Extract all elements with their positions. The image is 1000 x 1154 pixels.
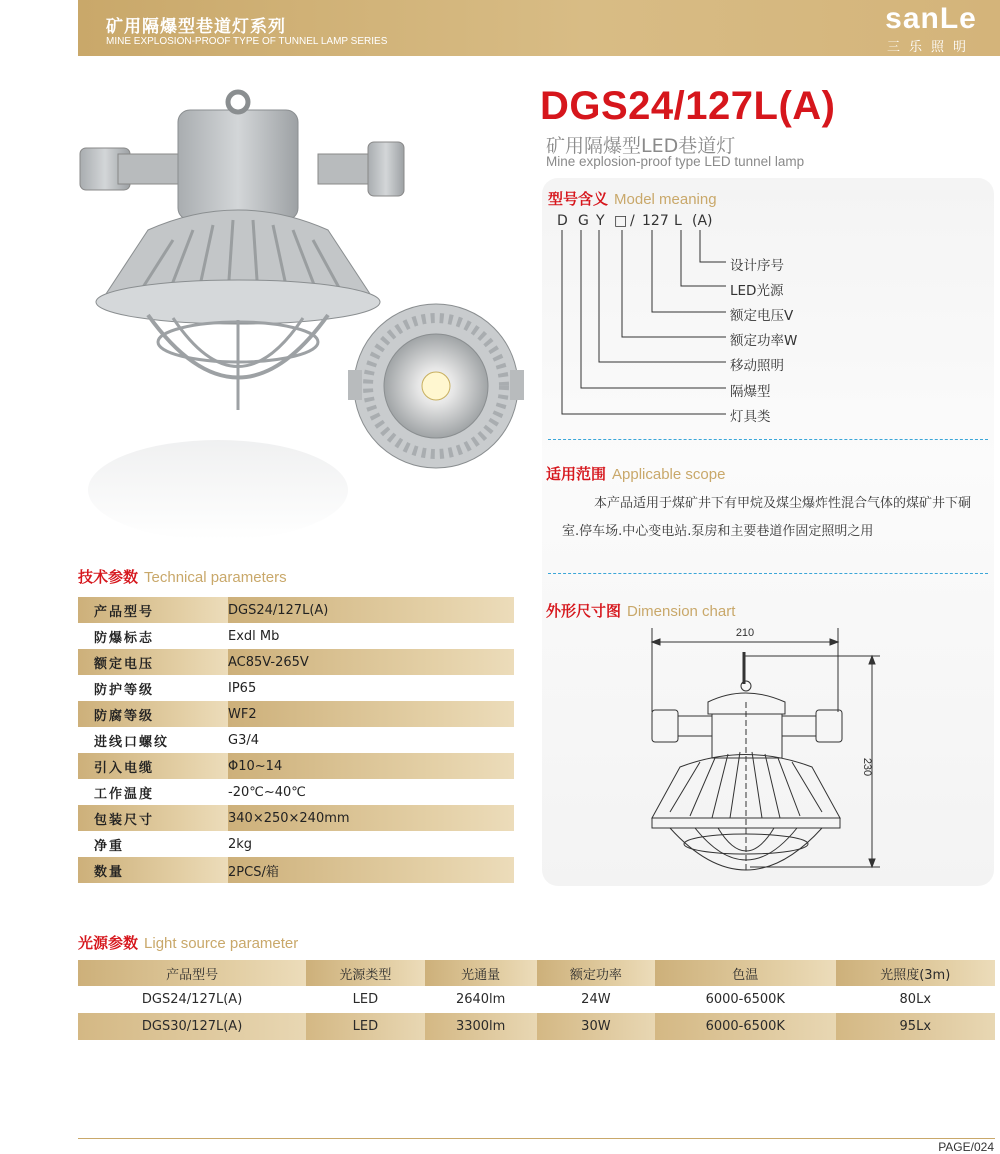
param-key: 产品型号 xyxy=(78,597,228,623)
param-key: 引入电缆 xyxy=(78,753,228,779)
light-source-table xyxy=(78,960,995,1040)
column-header: 色温 xyxy=(655,960,836,986)
param-value: 340×250×240mm xyxy=(228,805,514,831)
table-row xyxy=(78,753,514,779)
param-value: Φ10~14 xyxy=(228,753,514,779)
table-cell: 30W xyxy=(537,1013,655,1040)
model-meaning-label: 额定功率W xyxy=(730,333,798,349)
product-name-en: Mine explosion-proof type LED tunnel lamp xyxy=(546,154,805,169)
section-divider xyxy=(548,439,988,440)
section-divider xyxy=(548,573,988,574)
product-model: DGS24/127L(A) xyxy=(540,84,836,128)
scope-text: 本产品适用于煤矿井下有甲烷及煤尘爆炸性混合气体的煤矿井下硐室.停车场.中心变电站.泵房和主要巷道作固定照明之用 xyxy=(562,496,972,539)
table-row xyxy=(78,831,514,857)
dimension-drawing xyxy=(600,622,900,877)
column-header: 光照度(3m) xyxy=(836,960,995,986)
brand-logo-text: sanLe xyxy=(885,2,977,35)
column-header: 产品型号 xyxy=(78,960,306,986)
table-row xyxy=(78,805,514,831)
model-meaning-label: 额定电压V xyxy=(730,308,794,324)
table-row xyxy=(78,857,514,883)
table-cell: 6000-6500K xyxy=(655,1013,836,1040)
model-meaning-label: 移动照明 xyxy=(730,358,784,374)
model-meaning-brackets xyxy=(540,228,740,420)
param-value: DGS24/127L(A) xyxy=(228,597,514,623)
dimension-title-en: Dimension chart xyxy=(627,603,736,620)
dimension-width-label: 210 xyxy=(735,627,755,639)
brand-logo xyxy=(876,4,986,55)
model-meaning-label: 灯具类 xyxy=(730,409,771,425)
table-row xyxy=(78,701,514,727)
series-title-cn: 矿用隔爆型巷道灯系列 xyxy=(106,17,286,37)
column-header: 额定功率 xyxy=(537,960,655,986)
tech-title-cn: 技术参数 xyxy=(78,568,139,586)
table-cell: 6000-6500K xyxy=(705,992,785,1007)
page-number: PAGE/024 xyxy=(938,1140,994,1154)
model-code: G xyxy=(578,213,589,229)
model-code: Y xyxy=(596,213,605,229)
model-meaning-title xyxy=(548,188,717,209)
tech-title-en: Technical parameters xyxy=(144,569,287,586)
header-band xyxy=(78,0,1000,56)
table-cell: DGS24/127L(A) xyxy=(141,992,243,1007)
param-value: -20℃~40℃ xyxy=(228,784,306,800)
param-value: Exdl Mb xyxy=(228,628,280,644)
model-code: D xyxy=(557,213,568,229)
scope-title xyxy=(546,463,725,484)
dimension-title xyxy=(546,600,735,621)
model-meaning-label: 隔爆型 xyxy=(730,384,771,400)
param-value: WF2 xyxy=(228,701,514,727)
table-cell: 80Lx xyxy=(899,992,932,1007)
series-title-en: MINE EXPLOSION-PROOF TYPE OF TUNNEL LAMP SERIES xyxy=(106,36,388,47)
table-row xyxy=(78,1013,995,1040)
table-row xyxy=(78,779,514,805)
param-key: 工作温度 xyxy=(94,786,155,802)
param-value: AC85V-265V xyxy=(228,649,514,675)
table-cell: DGS30/127L(A) xyxy=(78,1013,306,1040)
param-key: 包装尺寸 xyxy=(78,805,228,831)
param-value: G3/4 xyxy=(228,732,259,748)
table-row xyxy=(78,649,514,675)
dimension-title-cn: 外形尺寸图 xyxy=(546,602,622,620)
scope-title-cn: 适用范围 xyxy=(546,465,607,483)
model-code: 127 xyxy=(642,213,669,229)
model-code: □ xyxy=(614,213,628,229)
model-code: L xyxy=(674,213,682,229)
table-row xyxy=(78,597,514,623)
param-key: 防护等级 xyxy=(94,682,155,698)
table-cell: LED xyxy=(352,992,379,1007)
table-cell: 3300lm xyxy=(425,1013,537,1040)
table-header-row xyxy=(78,960,995,986)
param-value: IP65 xyxy=(228,680,257,696)
product-name-cn: 矿用隔爆型LED巷道灯 xyxy=(546,135,736,157)
table-cell: 24W xyxy=(581,992,611,1007)
table-row xyxy=(78,986,995,1013)
param-key: 净重 xyxy=(94,838,125,854)
scope-title-en: Applicable scope xyxy=(612,466,726,483)
param-key: 额定电压 xyxy=(78,649,228,675)
model-meaning-label: 设计序号 xyxy=(730,258,784,274)
footer-divider xyxy=(78,1138,995,1139)
column-header: 光源类型 xyxy=(306,960,424,986)
param-key: 进线口螺纹 xyxy=(94,734,170,750)
table-row xyxy=(78,623,514,649)
param-key: 防腐等级 xyxy=(78,701,228,727)
table-cell: LED xyxy=(306,1013,424,1040)
tech-title xyxy=(78,566,287,587)
light-source-title-cn: 光源参数 xyxy=(78,934,139,952)
model-meaning-label: LED光源 xyxy=(730,283,784,299)
model-code: (A) xyxy=(692,213,713,229)
param-key: 防爆标志 xyxy=(94,630,155,646)
param-key: 数量 xyxy=(78,857,228,883)
model-code: / xyxy=(630,213,635,229)
light-source-title-en: Light source parameter xyxy=(144,935,299,952)
column-header: 光通量 xyxy=(425,960,537,986)
table-row xyxy=(78,727,514,753)
table-row xyxy=(78,675,514,701)
dimension-height-label: 230 xyxy=(861,757,873,777)
param-value: 2PCS/箱 xyxy=(228,857,514,883)
model-meaning-title-en: Model meaning xyxy=(614,191,717,208)
model-meaning-title-cn: 型号含义 xyxy=(548,190,609,208)
param-value: 2kg xyxy=(228,836,253,852)
table-cell: 2640lm xyxy=(455,992,506,1007)
tech-params-table xyxy=(78,597,514,883)
brand-name-cn: 三乐照明 xyxy=(886,40,975,55)
light-source-title xyxy=(78,932,298,953)
table-cell: 95Lx xyxy=(836,1013,995,1040)
product-photo xyxy=(78,80,538,550)
